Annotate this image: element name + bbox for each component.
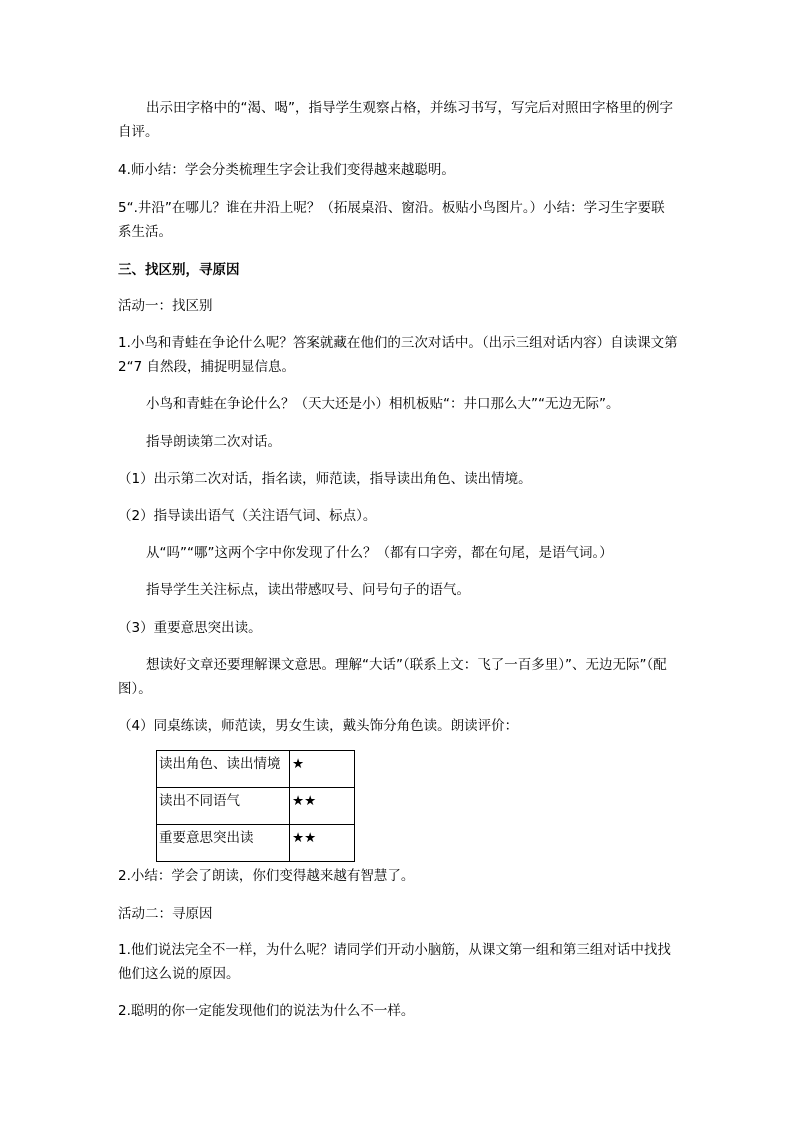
activity-1-heading: 活动一：找区别 bbox=[118, 298, 213, 314]
reading-rating-table bbox=[156, 750, 355, 862]
table-row bbox=[157, 825, 355, 862]
paragraph-sub-3: （3）重要意思突出读。 bbox=[118, 620, 262, 636]
section-heading-3: 三、找区别，寻原因 bbox=[118, 262, 240, 278]
paragraph-sub-4: （4）同桌练读，师范读，男女生读，戴头饰分角色读。朗读评价： bbox=[118, 718, 519, 734]
rating-criterion: 重要意思突出读 bbox=[157, 825, 290, 862]
paragraph-summary-2: 2.小结：学会了朗读，你们变得越来越有智慧了。 bbox=[118, 868, 415, 884]
rating-criterion: 读出角色、读出情境 bbox=[157, 751, 290, 788]
paragraph-guide-reading: 指导朗读第二次对话。 bbox=[146, 434, 281, 450]
paragraph-activity-1-step-1: 1.小鸟和青蛙在争论什么呢？答案就藏在他们的三次对话中。（出示三组对话内容）自读课文第 2“7 自然段，捕捉明显信息。 bbox=[118, 335, 678, 375]
rating-stars: ★★ bbox=[290, 825, 355, 862]
rating-criterion: 读出不同语气 bbox=[157, 788, 290, 825]
paragraph-punctuation: 指导学生关注标点，读出带感叹号、问号句子的语气。 bbox=[146, 582, 470, 598]
paragraph-mood-words: 从“吗”“哪”这两个字中你发现了什么？（都有口字旁，都在句尾，是语气词。） bbox=[146, 545, 613, 561]
table-row bbox=[157, 788, 355, 825]
table-row bbox=[157, 751, 355, 788]
paragraph-tianzige-writing: 出示田字格中的“渴、喝”，指导学生观察占格，并练习书写，写完后对照田字格里的例字自评。 bbox=[118, 100, 673, 140]
paragraph-understand-meaning: 想读好文章还要理解课文意思。理解“大话”（联系上文：飞了一百多里）”、无边无际”（配图）。 bbox=[118, 657, 667, 697]
rating-stars: ★★ bbox=[290, 788, 355, 825]
paragraph-activity-2-step-1: 1.他们说法完全不一样，为什么呢？请同学们开动小脑筋，从课文第一组和第三组对话中找找他们这么说的原因。 bbox=[118, 942, 671, 982]
paragraph-activity-2-step-2: 2.聪明的你一定能发现他们的说法为什么不一样。 bbox=[118, 1003, 415, 1019]
paragraph-well-rim-5: 5“.井沿”在哪儿？谁在井沿上呢？（拓展桌沿、窗沿。板贴小鸟图片。）小结：学习生字要联系生活。 bbox=[118, 200, 665, 240]
activity-2-heading: 活动二：寻原因 bbox=[118, 906, 213, 922]
rating-stars: ★ bbox=[290, 751, 355, 788]
paragraph-teacher-summary-4: 4.师小结：学会分类梳理生字会让我们变得越来越聪明。 bbox=[118, 162, 455, 178]
paragraph-debate-topic: 小鸟和青蛙在争论什么？（天大还是小）相机板贴“：井口那么大”“无边无际”。 bbox=[146, 396, 620, 412]
paragraph-sub-1: （1）出示第二次对话，指名读，师范读，指导读出角色、读出情境。 bbox=[118, 471, 532, 487]
paragraph-sub-2: （2）指导读出语气（关注语气词、标点）。 bbox=[118, 508, 377, 524]
